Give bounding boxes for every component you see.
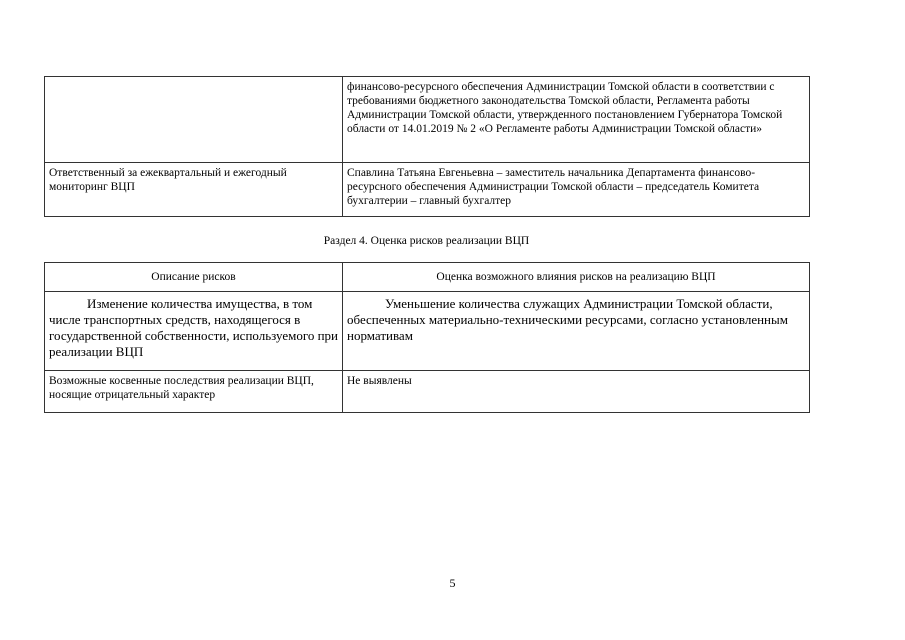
- risk-description-text: Изменение количества имущества, в том числе транспортных средств, находящегося в государственной собственности, используемого при реализации ВЦП: [49, 296, 339, 359]
- info-value-cell: Спавлина Татьяна Евгеньевна – заместитель начальника Департамента финансово-ресурсного обеспечения Администрации Томской области – председатель Комитета бухгалтерии – главный бухгалтер: [343, 163, 810, 217]
- risks-table: [44, 262, 810, 413]
- risk-impact-text: Уменьшение количества служащих Администрации Томской области, обеспеченных материально-техническими ресурсами, согласно установленным нормативам: [347, 296, 788, 343]
- table-header-row: [45, 263, 810, 292]
- risk-impact-cell: Не выявлены: [343, 371, 810, 413]
- column-header-description: Описание рисков: [45, 263, 343, 292]
- table-row: [45, 371, 810, 413]
- info-label-cell: Ответственный за ежеквартальный и ежегодный мониторинг ВЦП: [45, 163, 343, 217]
- program-info-table: [44, 76, 810, 217]
- risk-description-cell: [45, 292, 343, 371]
- table-row: [45, 163, 810, 217]
- section-title: Раздел 4. Оценка рисков реализации ВЦП: [323, 235, 530, 247]
- info-value-cell: финансово-ресурсного обеспечения Администрации Томской области в соответствии с требованиями бюджетного законодательства Томской области, Регламента работы Администрации Томской области, утвержденного постановлением Губернатора Томской области от 14.01.2019 № 2 «О Регламенте работы Администрации Томской области»: [343, 77, 810, 163]
- risk-impact-cell: [343, 292, 810, 371]
- info-label-cell: [45, 77, 343, 163]
- column-header-impact: Оценка возможного влияния рисков на реализацию ВЦП: [343, 263, 810, 292]
- page-number: 5: [449, 576, 456, 590]
- table-row: [45, 292, 810, 371]
- table-row: [45, 77, 810, 163]
- risk-description-cell: Возможные косвенные последствия реализации ВЦП, носящие отрицательный характер: [45, 371, 343, 413]
